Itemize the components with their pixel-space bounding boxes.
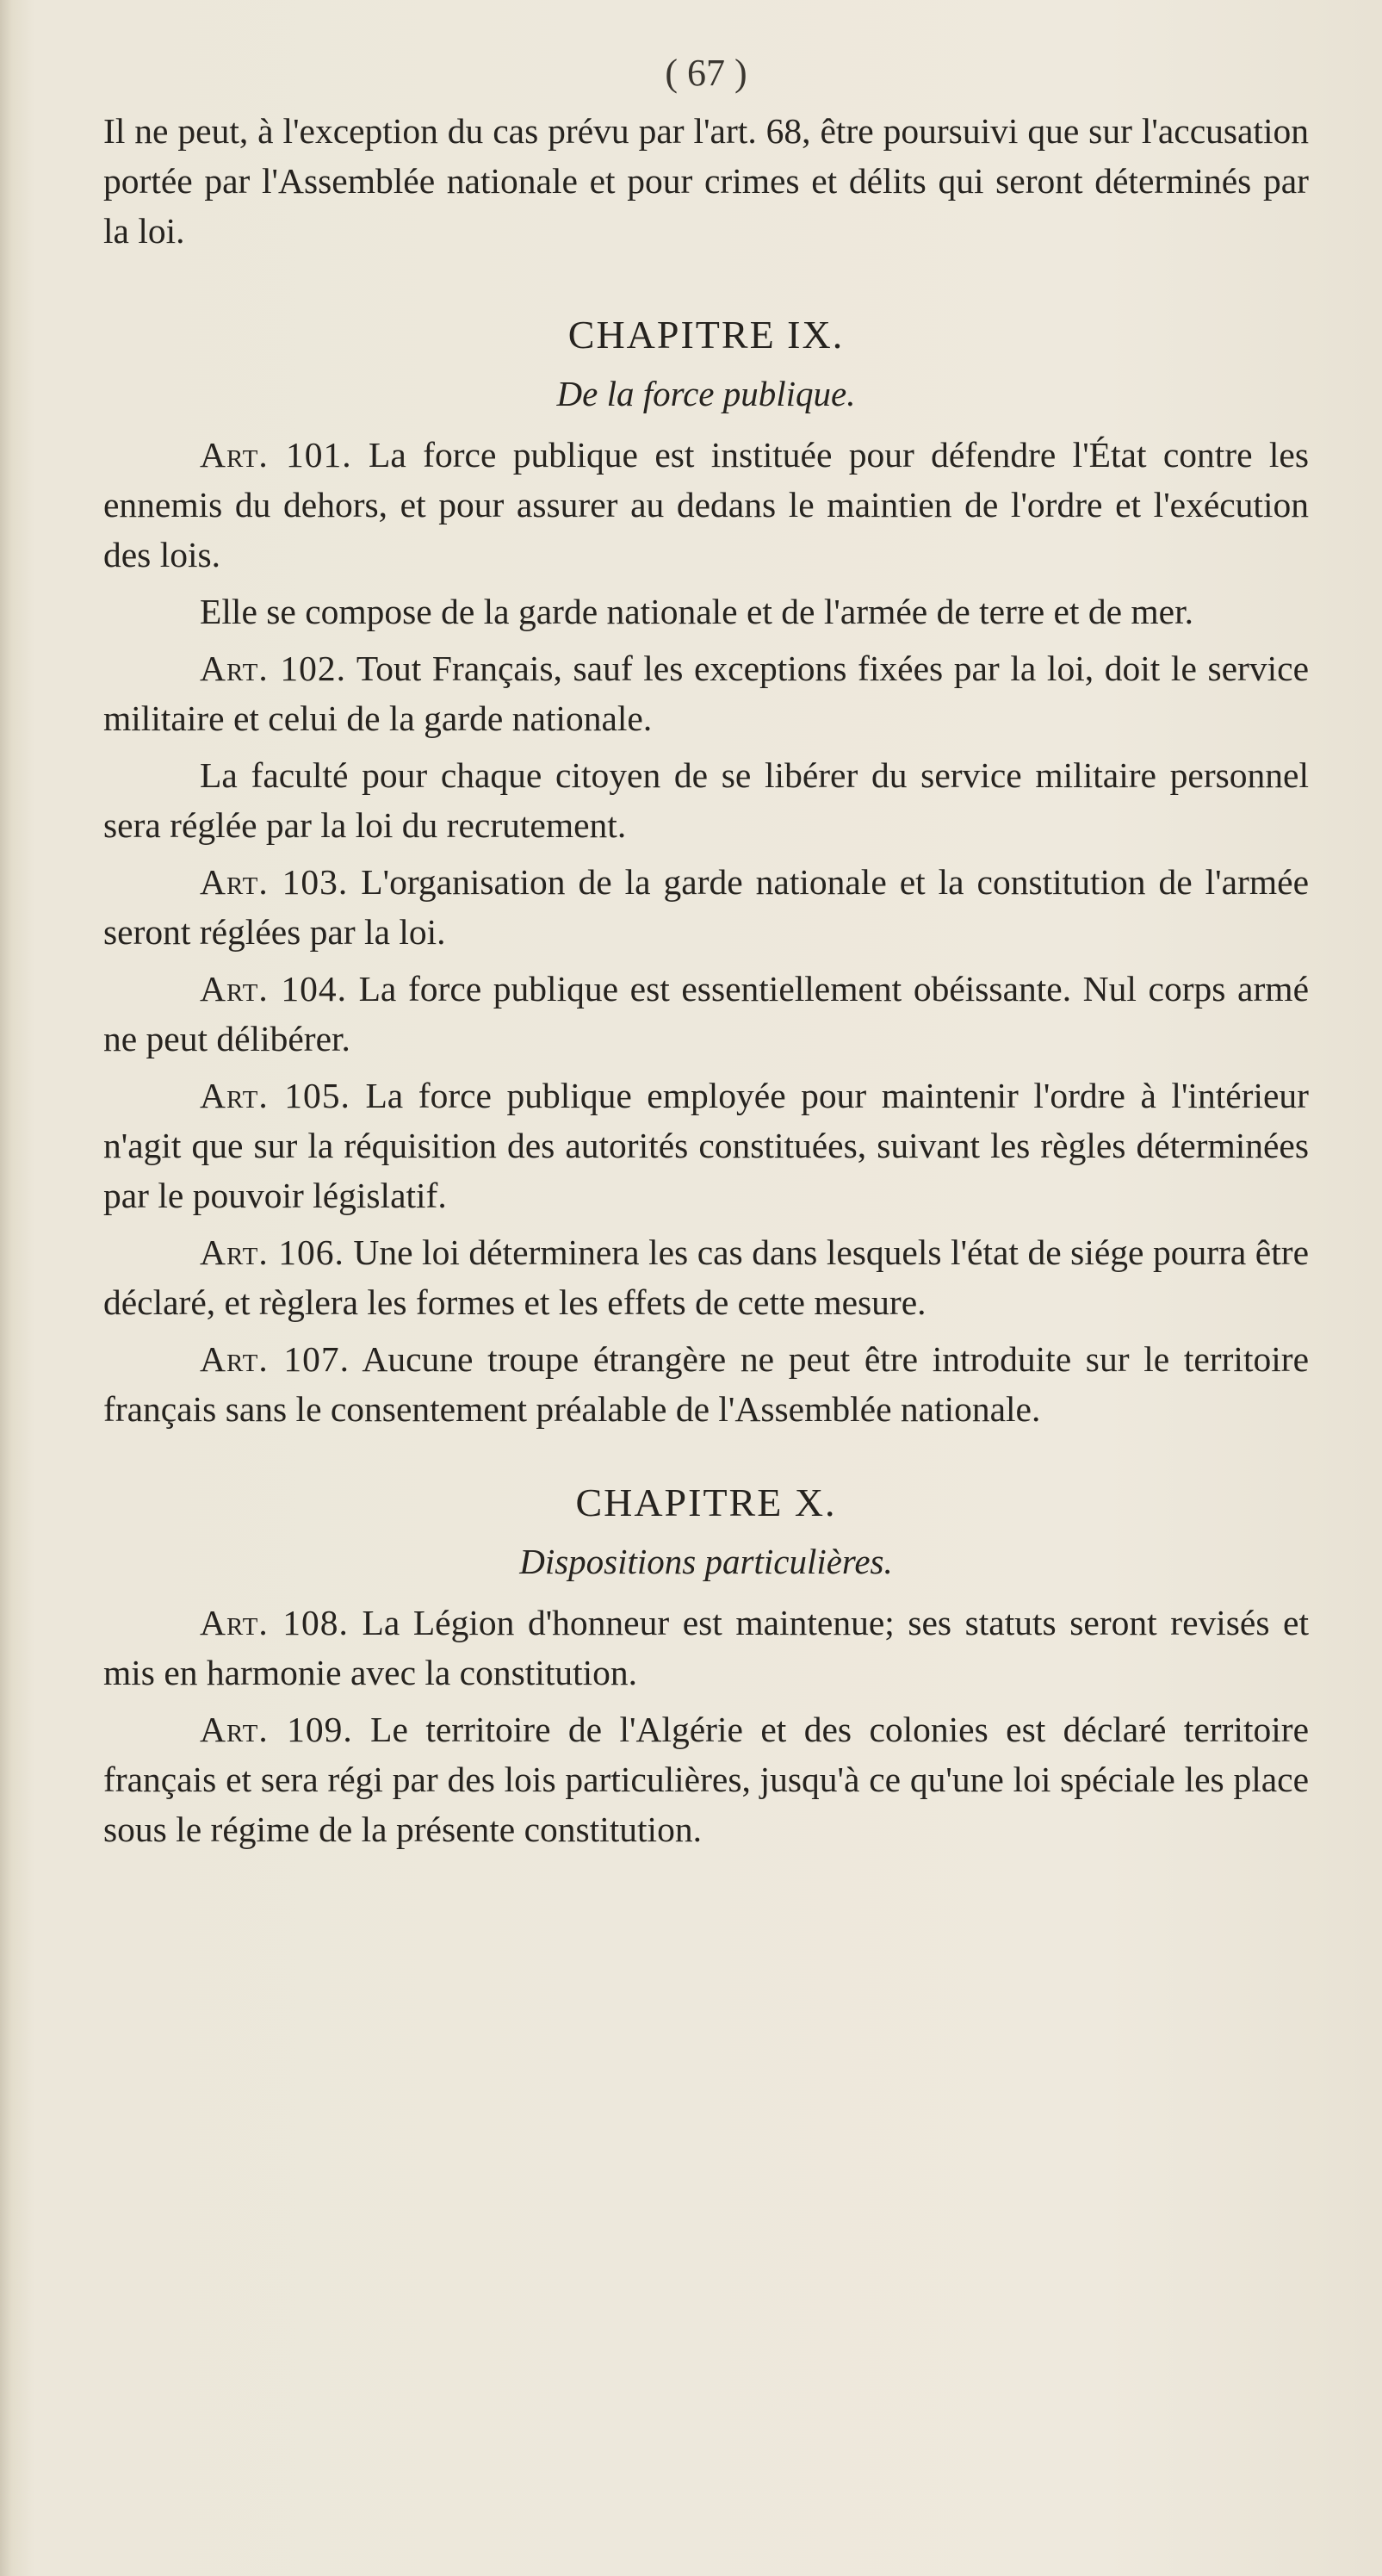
article-label: Art. 109. (200, 1710, 353, 1749)
chapter-9-title: CHAPITRE IX. (567, 313, 845, 357)
article-label: Art. 105. (200, 1076, 350, 1115)
article-paragraph (103, 587, 1309, 636)
article-text: La force publique est essentiellement obéissante. Nul corps armé ne peut délibérer. (103, 969, 1309, 1058)
article-text: La faculté pour chaque citoyen de se libérer du service militaire personnel sera réglée par la loi du recrutement. (103, 755, 1309, 845)
article-paragraph (103, 1334, 1309, 1434)
article-text: Elle se compose de la garde nationale et de l'armée de terre et de mer. (200, 592, 1193, 631)
article-paragraph (103, 1227, 1309, 1327)
page-number: ( 67 ) (665, 52, 747, 94)
chapter-9-subtitle: De la force publique. (556, 374, 856, 413)
article-label: Art. 107. (200, 1339, 350, 1379)
article-label: Art. 106. (200, 1232, 344, 1272)
article-text: La Légion d'honneur est maintenue; ses statuts seront revisés et mis en harmonie avec la constitution. (103, 1603, 1310, 1692)
article-text: Aucune troupe étrangère ne peut être introduite sur le territoire français sans le consentement préalable de l'Assemblée nationale. (103, 1339, 1309, 1429)
article-text: La force publique est instituée pour défendre l'État contre les ennemis du dehors, et pour assurer au dedans le maintien de l'ordre et l'exécution des lois. (103, 435, 1309, 574)
article-label: Art. 101. (200, 435, 352, 475)
article-text: L'organisation de la garde nationale et la constitution de l'armée seront réglées par la loi. (103, 862, 1309, 952)
article-paragraph (103, 430, 1309, 580)
article-text: Le territoire de l'Algérie et des colonies est déclaré territoire français et sera régi par des lois particulières, jusqu'à ce qu'une loi spéciale les place sous le régime de la présente constitution. (103, 1710, 1310, 1849)
article-text: La force publique employée pour maintenir l'ordre à l'intérieur n'agit que sur la réquisition des autorités constituées, suivant les règles déterminées par le pouvoir législatif. (103, 1076, 1309, 1215)
page-text-block (103, 47, 1309, 1861)
article-paragraph (103, 1071, 1309, 1220)
intro-paragraph: Il ne peut, à l'exception du cas prévu par l'art. 68, être poursuivi que sur l'accusation portée par l'Assemblée nationale et pour crimes et délits qui seront déterminés par la loi. (103, 111, 1309, 251)
article-paragraph (103, 1598, 1309, 1698)
article-label: Art. 108. (200, 1603, 349, 1642)
article-paragraph (103, 643, 1309, 743)
article-label: Art. 102. (200, 649, 346, 688)
chapter-10-subtitle: Dispositions particulières. (519, 1542, 893, 1581)
article-text: Une loi déterminera les cas dans lesquels l'état de siége pourra être déclaré, et règlera les formes et les effets de cette mesure. (103, 1232, 1309, 1322)
article-text: Tout Français, sauf les exceptions fixées par la loi, doit le service militaire et celui de la garde nationale. (103, 649, 1309, 738)
chapter-10-title: CHAPITRE X. (575, 1480, 837, 1524)
article-paragraph (103, 964, 1309, 1064)
article-label: Art. 103. (200, 862, 349, 902)
article-label: Art. 104. (200, 969, 347, 1009)
article-paragraph (103, 1704, 1309, 1854)
article-paragraph (103, 750, 1309, 850)
article-paragraph (103, 857, 1309, 957)
